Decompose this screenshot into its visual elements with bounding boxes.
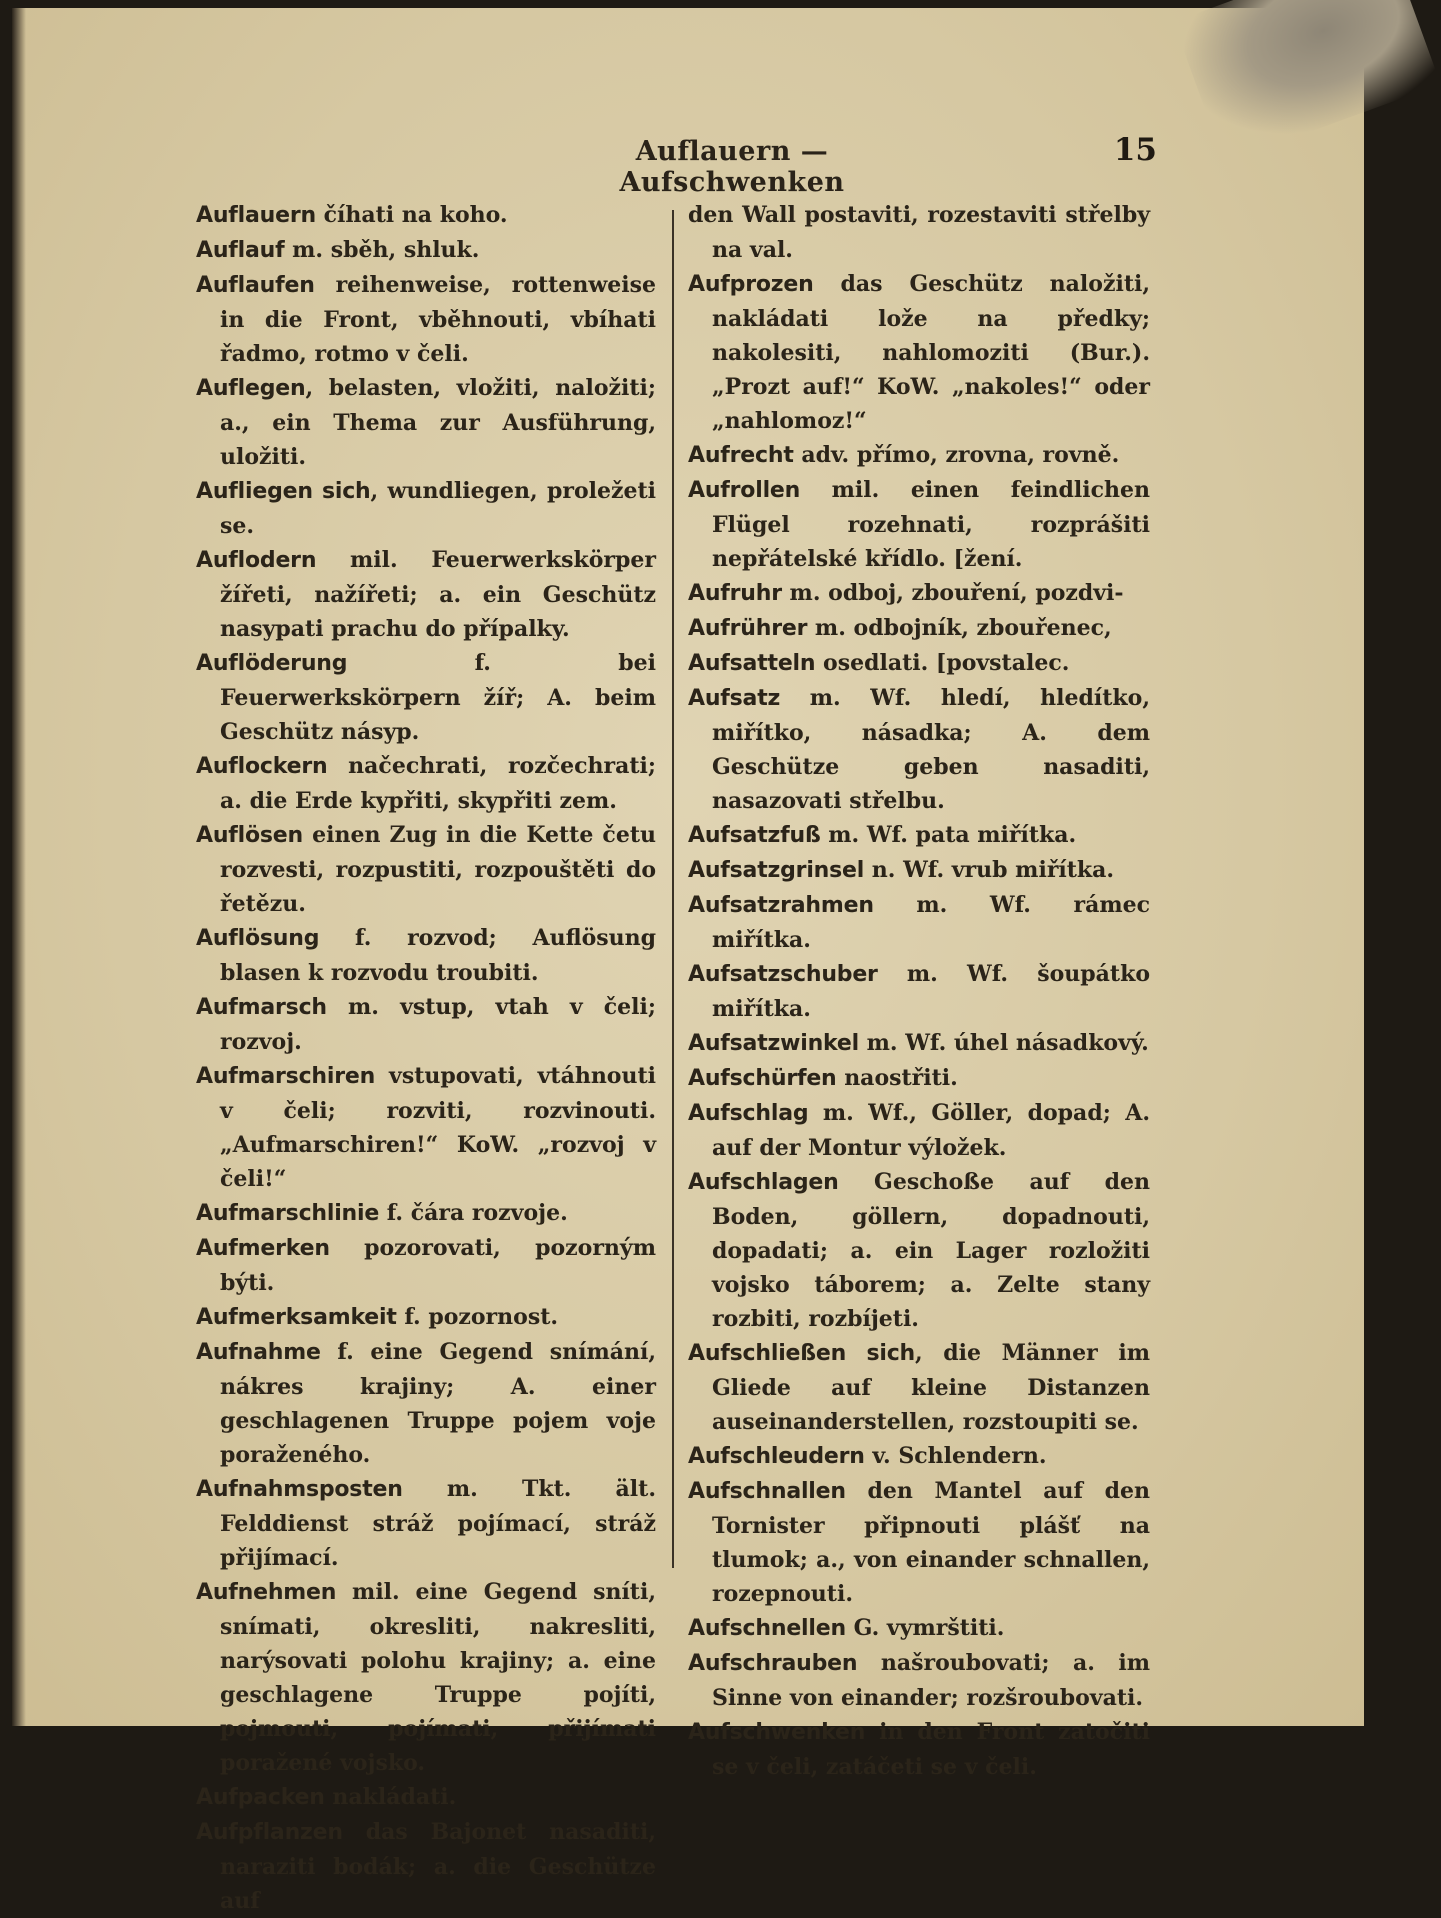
headword: Auflegen — [196, 376, 306, 401]
dictionary-entry — [196, 543, 656, 646]
dictionary-entry — [688, 611, 1150, 646]
dictionary-entry — [688, 267, 1150, 438]
definition: vstupovati, vtáhnouti v čeli; rozviti, rozvinouti. „Aufmarschiren!“ KoW. „rozvoj v čeli!“ — [220, 1063, 656, 1192]
dictionary-entry — [196, 646, 656, 749]
dictionary-entry — [196, 749, 656, 818]
dictionary-entry — [688, 1336, 1150, 1439]
headword: Aufmerken — [196, 1236, 330, 1261]
headword: Auflösung — [196, 926, 320, 951]
dictionary-entry — [688, 1061, 1150, 1096]
page-stain — [1173, 0, 1440, 163]
definition: reihenweise, rottenweise in die Front, vběhnouti, vbíhati řadmo, rotmo v čeli. — [220, 272, 656, 367]
dictionary-entry — [196, 268, 656, 371]
page-number: 15 — [1113, 132, 1157, 168]
definition: osedlati. [povstalec. — [815, 650, 1070, 676]
definition: v. Schlendern. — [864, 1443, 1047, 1469]
definition: in den Front zatočiti se v čeli, zatáčeti se v čeli. — [712, 1719, 1150, 1780]
left-column — [196, 198, 656, 1918]
headword: Aufschürfen — [688, 1066, 837, 1091]
headword: Aufsatteln — [688, 651, 816, 676]
headword: Aufschließen sich — [688, 1341, 915, 1366]
dictionary-entry — [688, 818, 1150, 853]
dictionary-entry — [196, 1472, 656, 1575]
definition: , die Männer im Gliede auf kleine Distanzen auseinanderstellen, rozstoupiti se. — [712, 1340, 1150, 1435]
page-binding-edge — [12, 8, 26, 1726]
dictionary-entry — [196, 371, 656, 474]
dictionary-entry — [688, 198, 1150, 267]
headword: Aufliegen sich — [196, 479, 371, 504]
headword: Aufmerksamkeit — [196, 1305, 397, 1330]
book-page — [12, 8, 1364, 1914]
headword: Auflodern — [196, 548, 317, 573]
running-head: Auflauern — Aufschwenken — [619, 136, 845, 198]
headword: Auflöderung — [196, 651, 348, 676]
dictionary-entry — [688, 1165, 1150, 1336]
headword: Aufnehmen — [196, 1580, 337, 1605]
definition: m. Tkt. ält. Felddienst stráž pojímací, stráž přijímací. — [220, 1476, 656, 1571]
dictionary-entry — [196, 1575, 656, 1780]
definition: naostřiti. — [836, 1065, 958, 1091]
dictionary-entry — [688, 473, 1150, 576]
definition: den Wall postaviti, rozestaviti střelby na val. — [688, 202, 1150, 263]
headword: Aufmarsch — [196, 995, 327, 1020]
headword: Aufschleudern — [688, 1444, 865, 1469]
headword: Auflauern — [196, 203, 316, 228]
dictionary-entry — [196, 1300, 656, 1335]
definition: adv. přímo, zrovna, rovně. — [793, 442, 1120, 468]
definition: m. sběh, shluk. — [284, 237, 480, 263]
headword: Aufnahme — [196, 1340, 321, 1365]
definition: m. Wf. úhel násadkový. — [858, 1030, 1149, 1056]
dictionary-entry — [688, 853, 1150, 888]
headword: Aufrecht — [688, 443, 794, 468]
dictionary-entry — [688, 646, 1150, 681]
dictionary-entry — [196, 1780, 656, 1815]
headword: Aufschwenken — [688, 1720, 866, 1745]
definition: n. Wf. vrub miřítka. — [864, 857, 1115, 883]
definition: f. bei Feuerwerkskörpern žíř; A. beim Geschütz násyp. — [220, 650, 656, 745]
headword: Aufschnellen — [688, 1616, 846, 1641]
headword: Aufschrauben — [688, 1651, 858, 1676]
definition: G. vymrštiti. — [845, 1615, 1005, 1641]
definition: m. odbojník, zbouřenec, — [807, 615, 1112, 641]
dictionary-entry — [196, 1059, 656, 1196]
dictionary-entry — [688, 1715, 1150, 1784]
headword: Aufsatzfuß — [688, 823, 821, 848]
definition: m. odboj, zbouření, pozdvi- — [781, 580, 1124, 606]
headword: Aufruhr — [688, 581, 782, 606]
definition: načechrati, rozčechrati; a. die Erde kypřiti, skypřiti zem. — [220, 753, 656, 814]
headword: Aufpacken — [196, 1785, 325, 1810]
definition: m. Wf. pata miřítka. — [820, 822, 1077, 848]
headword: Aufsatzschuber — [688, 962, 878, 987]
dictionary-entry — [196, 1231, 656, 1300]
dictionary-entry — [688, 957, 1150, 1026]
dictionary-entry — [196, 990, 656, 1059]
dictionary-entry — [196, 1196, 656, 1231]
definition: Geschoße auf den Boden, göllern, dopadnouti, dopadati; a. ein Lager rozložiti vojsko táborem; a. Zelte stany rozbiti, rozbíjeti. — [712, 1169, 1150, 1332]
definition: den Mantel auf den Tornister připnouti plášť na tlumok; a., von einander schnallen, rozepnouti. — [712, 1478, 1150, 1607]
headword: Aufschnallen — [688, 1479, 846, 1504]
definition: pozorovati, pozorným býti. — [220, 1235, 656, 1296]
column-divider — [672, 210, 674, 1568]
headword: Aufpflanzen — [196, 1820, 343, 1845]
headword: Aufrührer — [688, 616, 808, 641]
headword: Aufrollen — [688, 478, 801, 503]
dictionary-entry — [688, 1439, 1150, 1474]
dictionary-entry — [688, 1611, 1150, 1646]
definition: m. Wf. rámec miřítka. — [712, 892, 1150, 953]
definition: f. rozvod; Auflösung blasen k rozvodu troubiti. — [220, 925, 656, 986]
headword: Auflauf — [196, 238, 285, 263]
definition: das Bajonet nasaditi, naraziti bodák; a. die Geschütze auf — [220, 1819, 656, 1914]
headword: Auflösen — [196, 823, 303, 848]
definition: , wundliegen, proležeti se. — [220, 478, 656, 539]
dictionary-entry — [688, 1646, 1150, 1715]
definition: , belasten, vložiti, naložiti; a., ein Thema zur Ausführung, uložiti. — [220, 375, 656, 470]
definition: nakládati. — [324, 1784, 457, 1810]
headword: Auflockern — [196, 754, 328, 779]
dictionary-entry — [196, 1815, 656, 1918]
definition: mil. Feuerwerkskörper žířeti, nažířeti; a. ein Geschütz nasypati prachu do přípalky. — [220, 547, 656, 642]
definition: m. vstup, vtah v čeli; rozvoj. — [220, 994, 656, 1055]
dictionary-entry — [196, 818, 656, 921]
definition: m. Wf. šoupátko miřítka. — [712, 961, 1150, 1022]
headword: Aufsatzgrinsel — [688, 858, 865, 883]
headword: Aufsatzwinkel — [688, 1031, 859, 1056]
headword: Aufprozen — [688, 272, 814, 297]
definition: das Geschütz naložiti, nakládati lože na předky; nakolesiti, nahlomoziti (Bur.). „Prozt auf!“ KoW. „nakoles!“ oder „nahlomoz!“ — [712, 271, 1150, 434]
dictionary-entry — [196, 233, 656, 268]
headword: Aufschlagen — [688, 1170, 839, 1195]
definition: mil. einen feindlichen Flügel rozehnati, rozprášiti nepřátelské křídlo. [žení. — [712, 477, 1150, 572]
definition: m. Wf. hledí, hledítko, miřítko, násadka; A. dem Geschütze geben nasaditi, nasazovati střelbu. — [712, 685, 1150, 814]
dictionary-entry — [196, 474, 656, 543]
dictionary-entry — [688, 576, 1150, 611]
headword: Aufsatzrahmen — [688, 893, 874, 918]
dictionary-entry — [196, 1335, 656, 1472]
definition: einen Zug in die Kette četu rozvesti, rozpustiti, rozpouštěti do řetězu. — [220, 822, 656, 917]
definition: f. pozornost. — [396, 1304, 559, 1330]
headword: Aufmarschiren — [196, 1064, 376, 1089]
dictionary-entry — [196, 921, 656, 990]
dictionary-entry — [196, 198, 656, 233]
right-column — [688, 198, 1150, 1784]
headword: Auflaufen — [196, 273, 315, 298]
dictionary-entry — [688, 438, 1150, 473]
definition: číhati na koho. — [315, 202, 508, 228]
dictionary-entry — [688, 1474, 1150, 1611]
dictionary-entry — [688, 1096, 1150, 1165]
headword: Aufsatz — [688, 686, 781, 711]
headword: Aufnahmsposten — [196, 1477, 403, 1502]
headword: Aufschlag — [688, 1101, 809, 1126]
dictionary-entry — [688, 681, 1150, 818]
definition: mil. eine Gegend sníti, snímati, okresliti, nakresliti, narýsovati polohu krajiny; a. eine geschlagene Truppe pojíti, pojmouti, pojímati, přijímati poražené vojsko. — [220, 1579, 656, 1776]
headword: Aufmarschlinie — [196, 1201, 380, 1226]
dictionary-entry — [688, 888, 1150, 957]
dictionary-entry — [688, 1026, 1150, 1061]
definition: našroubovati; a. im Sinne von einander; rozšroubovati. — [712, 1650, 1150, 1711]
definition: m. Wf., Göller, dopad; A. auf der Montur výložek. — [712, 1100, 1150, 1161]
definition: f. čára rozvoje. — [379, 1200, 568, 1226]
definition: f. eine Gegend snímání, nákres krajiny; A. einer geschlagenen Truppe pojem voje poraženého. — [220, 1339, 656, 1468]
